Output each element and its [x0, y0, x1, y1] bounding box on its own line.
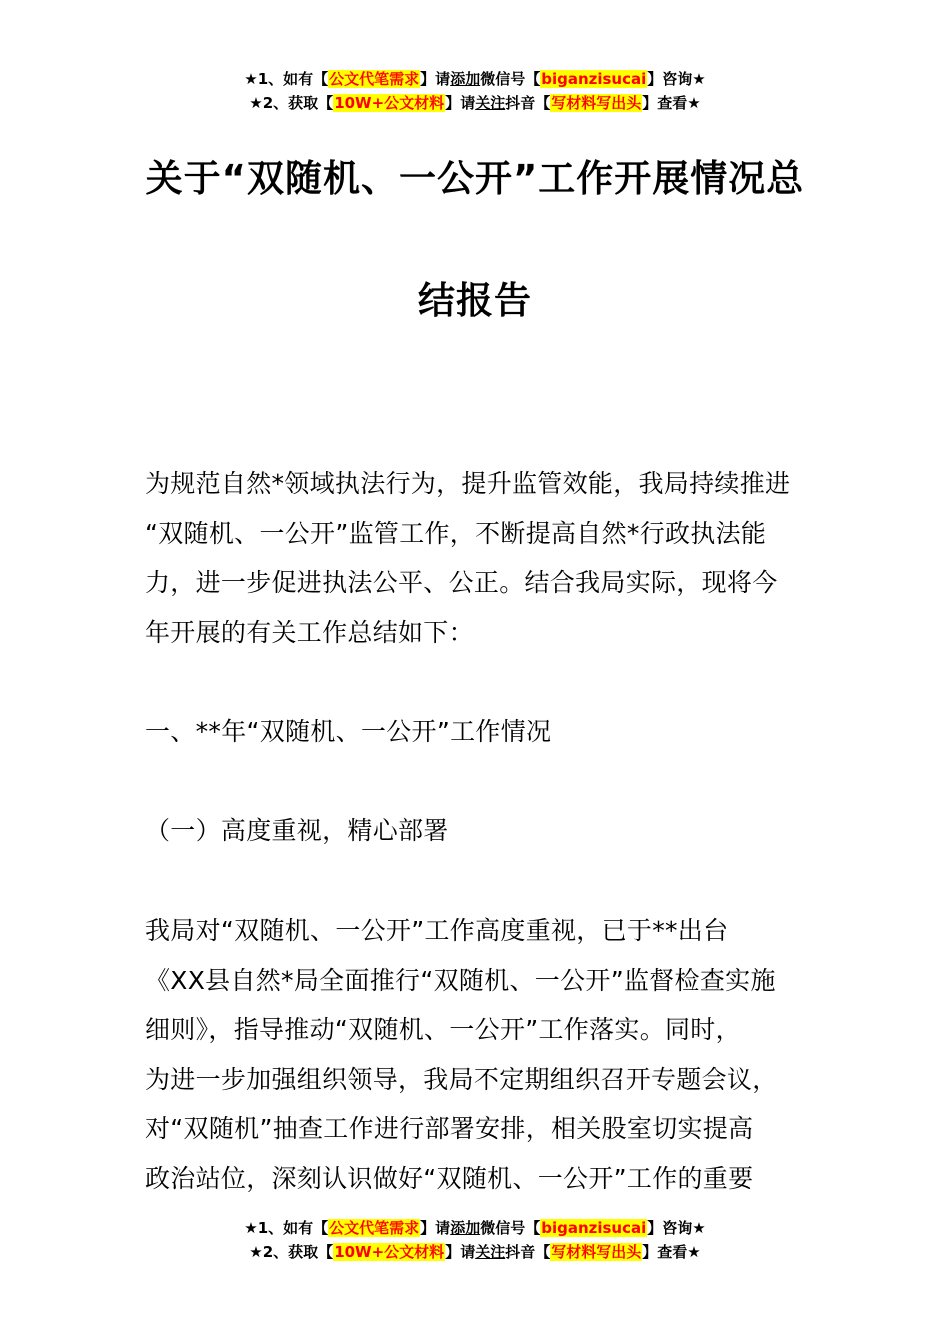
subsection-paragraph [145, 906, 810, 1203]
banner-line-1: ★1、如有【公文代笔需求】请添加微信号【biganzisucai】咨询★ [244, 70, 706, 88]
document-title-line-1: 关于“双随机、一公开”工作开展情况总 [145, 157, 805, 200]
paragraph-line: 政治站位，深刻认识做好“双随机、一公开”工作的重要 [145, 1163, 754, 1193]
paragraph-line: 《XX县自然*局全面推行“双随机、一公开”监督检查实施 [145, 965, 776, 995]
paragraph-line: 年开展的有关工作总结如下： [145, 617, 474, 647]
banner-highlight: 写材料写出头 [551, 94, 642, 112]
banner-highlight: 公文代笔需求 [329, 70, 420, 88]
paragraph-line: “双随机、一公开”监管工作，不断提高自然*行政执法能 [145, 518, 767, 548]
banner-line-2: ★2、获取【10W+公文材料】请关注抖音【写材料写出头】查看★ [249, 1243, 701, 1261]
document-title-line-2: 结报告 [418, 279, 532, 322]
banner-highlight: biganzisucai [541, 70, 647, 88]
paragraph-line: 为进一步加强组织领导，我局不定期组织召开专题会议， [145, 1064, 778, 1094]
banner-highlight: 10W+公文材料 [334, 1243, 445, 1261]
paragraph-line: 我局对“双随机、一公开”工作高度重视，已于**出台 [145, 916, 729, 945]
banner-highlight: biganzisucai [541, 1219, 647, 1237]
section-heading: 一、**年“双随机、一公开”工作情况 [145, 717, 552, 746]
banner-highlight: 10W+公文材料 [334, 94, 445, 112]
paragraph-line: 对“双随机”抽查工作进行部署安排，相关股室切实提高 [145, 1114, 754, 1143]
bottom-banner [0, 1216, 950, 1264]
paragraph-line: 为规范自然*领域执法行为，提升监管效能，我局持续推进 [145, 469, 791, 498]
banner-line-2: ★2、获取【10W+公文材料】请关注抖音【写材料写出头】查看★ [249, 94, 701, 112]
banner-line-1: ★1、如有【公文代笔需求】请添加微信号【biganzisucai】咨询★ [244, 1219, 706, 1237]
intro-paragraph [145, 459, 810, 657]
banner-highlight: 公文代笔需求 [329, 1219, 420, 1237]
paragraph-line: 力，进一步促进执法公平、公正。结合我局实际，现将今 [145, 568, 778, 597]
top-banner [0, 67, 950, 115]
paragraph-line: 细则》，指导推动“双随机、一公开”工作落实。同时， [145, 1015, 741, 1044]
subsection-heading: （一）高度重视，精心部署 [145, 816, 449, 845]
banner-highlight: 写材料写出头 [551, 1243, 642, 1261]
